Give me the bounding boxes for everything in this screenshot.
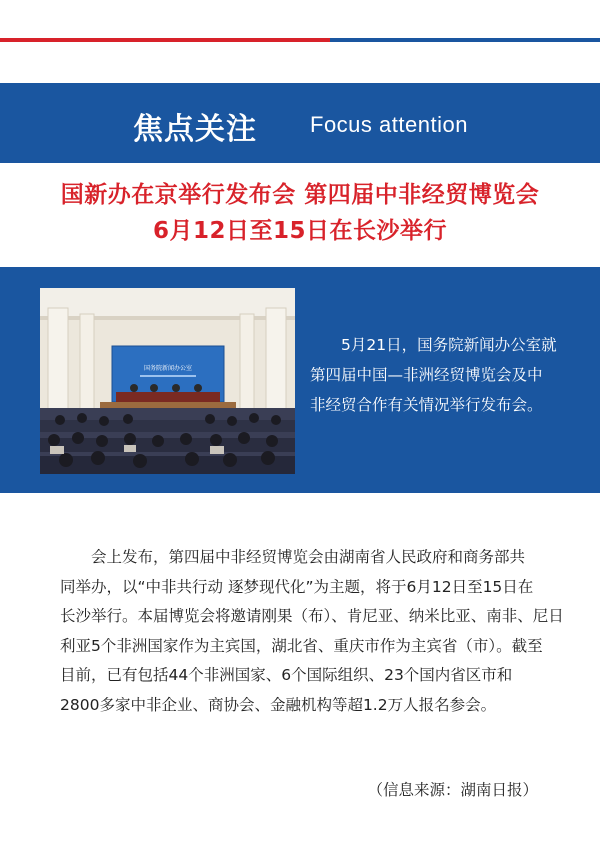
- top-stripe: [0, 38, 600, 42]
- headline-line-2: 6月12日至15日在长沙举行: [152, 218, 448, 244]
- section-title: 焦点关注: [133, 112, 257, 147]
- top-stripe-red: [0, 38, 340, 42]
- body-line: 2800多家中非企业、商协会、金融机构等超1.2万人报名参会。: [60, 695, 497, 714]
- body-line: 利亚5个非洲国家作为主宾国，湖北省、重庆市作为主宾省（市）。截至: [60, 636, 543, 655]
- source-credit: （信息来源：湖南日报）: [367, 781, 538, 799]
- screen-label: 国务院新闻办公室: [143, 365, 193, 372]
- caption-line: 第四届中国—非洲经贸博览会及中: [310, 366, 543, 384]
- press-conference-photo: [40, 288, 295, 474]
- body-line: 长沙举行。本届博览会将邀请刚果（布）、肯尼亚、纳米比亚、南非、尼日: [60, 607, 564, 625]
- body-line: 同举办，以“中非共行动 逐梦现代化”为主题，将于6月12日至15日在: [60, 577, 534, 596]
- press-conference-illustration: [40, 288, 295, 474]
- headline-line-1: 国新办在京举行发布会 第四届中非经贸博览会: [60, 182, 540, 208]
- article-body: [60, 543, 564, 720]
- caption-line: 5月21日，国务院新闻办公室就: [341, 336, 557, 354]
- photo-caption: [310, 330, 582, 420]
- header-band: [0, 83, 600, 163]
- top-stripe-blue: [330, 38, 600, 42]
- caption-line: 非经贸合作有关情况举行发布会。: [310, 396, 543, 414]
- body-line: 会上发布，第四届中非经贸博览会由湖南省人民政府和商务部共: [91, 548, 526, 566]
- section-subtitle: Focus attention: [310, 112, 468, 137]
- body-line: 目前，已有包括44个非洲国家、6个国际组织、23个国内省区市和: [60, 666, 513, 684]
